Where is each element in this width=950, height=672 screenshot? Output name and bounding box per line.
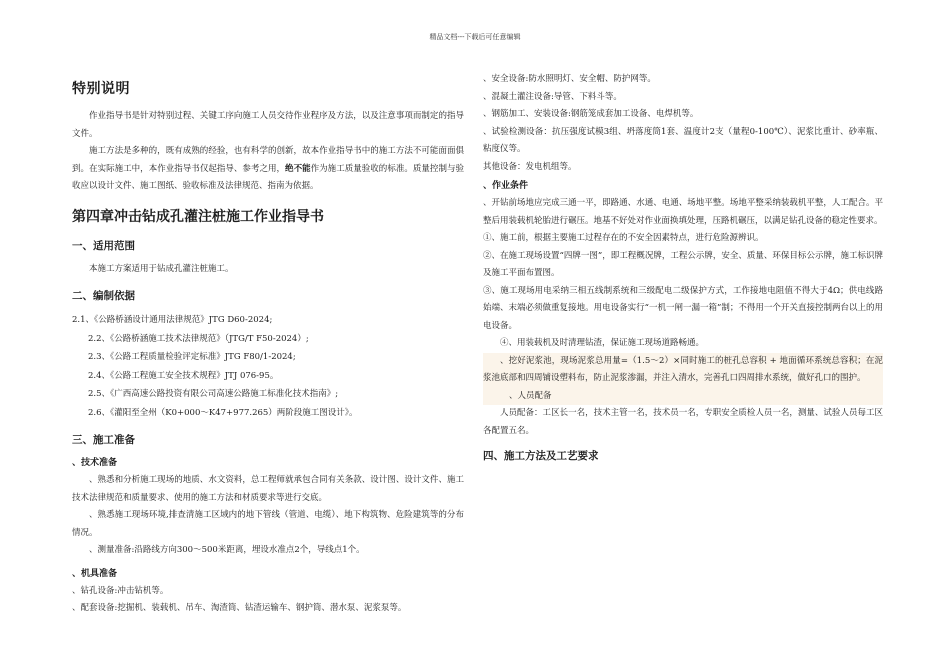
staffing-text: 人员配备：工区长一名，技术主管一名，技术员一名，专职安全质检人员一名，测量、试验人员每工区各配置五名。: [483, 408, 883, 436]
tech-prep-item: 、测量准备:沿路线方向300～500米距离，埋设水准点2个，导线点1个。: [89, 545, 365, 555]
equipment-item: 、安全设备:防水照明灯、安全帽、防护网等。: [483, 74, 656, 84]
highlighted-block: [483, 353, 883, 406]
section-scope-text: 本施工方案适用于钻成孔灌注桩施工。: [89, 263, 234, 274]
work-conditions-title: 、作业条件: [483, 181, 529, 191]
staffing-title: 、人员配备: [509, 390, 552, 401]
tech-prep-title: 、技术准备: [72, 458, 118, 468]
machine-prep-title: 、机具准备: [72, 568, 118, 579]
special-notes-text-a: 施工方法是多种的，既有成熟的经验，也有科学的创新，故本作业指导书中的施工方法不可能面面俱到。在实际施工中，本作业指导书仅起指导、参考之用，: [72, 146, 464, 174]
work-conditions-item: ①、施工前，根据主要施工过程存在的不安全因素特点，进行危险源辨识。: [483, 233, 764, 243]
reference-item: 2.6、《灌阳至全州（K0+000～K47+977.265）两阶段施工图设计》。: [88, 407, 358, 418]
section-methods-title: 四、施工方法及工艺要求: [483, 450, 599, 462]
tech-prep-item: 、熟悉和分析施工现场的地质、水文资料，总工程师就承包合同有关条款、设计图、设计文件、施工技术法律规范和质量要求、使用的施工方法和材质要求等进行交底。: [72, 475, 464, 503]
mud-pit-paragraph: 、挖好泥浆池，现场泥浆总用量=（1.5～2）×同时施工的桩孔总容积 + 地面循环系统总容积；在泥浆池底部和四周铺设塑料布，防止泥浆渗漏，并注入清水，完善孔口四周排水系统，做好孔口的围护。: [483, 355, 883, 383]
special-notes-paragraph-1: 作业指导书是针对特别过程、关键工序向施工人员交待作业程序及方法，以及注意事项而制定的指导文件。: [72, 111, 464, 139]
reference-item: 2.1、《公路桥涵设计通用法律规范》JTG D60-2024;: [72, 315, 273, 325]
equipment-item: 、钢筋加工、安装设备:钢筋笼成套加工设备、电焊机等。: [483, 109, 699, 119]
special-notes-title: 特别说明: [72, 81, 130, 97]
work-conditions-item: ②、在施工现场设置“四牌一图”，即工程概况牌，工程公示牌，安全、质量、环保目标公示牌，施工标识牌及施工平面布置图。: [483, 250, 883, 278]
page-header: 精品文档---下载后可任意编辑: [429, 33, 521, 41]
special-notes-emphasis: 绝不能: [285, 163, 311, 174]
chapter-title: 第四章冲击钻成孔灌注桩施工作业指导书: [72, 208, 324, 225]
work-conditions-paragraph: 、开钻前场地应完成三通一平，即路通、水通、电通、场地平整。场地平整采纳装载机平整，人工配合。平整后用装载机轮胎进行碾压。地基不好处对作业面换填处理，压路机碾压，以满足钻孔设备的稳定性要求。: [483, 198, 883, 226]
section-basis-title: 二、编制依据: [72, 290, 135, 302]
reference-item: 2.3、《公路工程质量检验评定标准》JTG F80/1-2024;: [88, 352, 296, 362]
reference-item: 2.2、《公路桥涵施工技术法律规范》（JTG/T F50-2024）;: [88, 333, 309, 344]
tech-prep-item: 、熟悉施工现场环境,排查清施工区域内的地下管线（管道、电缆）、地下构筑物、危险建筑等的分布情况。: [72, 510, 464, 538]
right-column: [483, 71, 883, 471]
left-column: [72, 78, 464, 618]
section-scope-title: 一、适用范围: [72, 239, 135, 252]
machine-prep-item: 、配套设备:挖掘机、装载机、吊车、淘渣筒、钻渣运输车、钢护筒、潜水泵、泥浆泵等。: [72, 603, 407, 613]
reference-item: 2.4、《公路工程施工安全技术规程》JTJ 076-95。: [88, 370, 279, 381]
equipment-item: 、试验检测设备：抗压强度试模3组、坍落度筒1套、温度计2支（量程0-100℃）、泥浆比重计、砂率瓶、粘度仪等。: [483, 126, 883, 154]
work-conditions-item: ③、施工现场用电采纳三相五线制系统和三级配电二级保护方式，工作接地电阻值不得大于4Ω；供电线路始端、末端必须做重复接地。用电设备实行“一机一闸一漏一箱”制；不得用一个开关直接控制两台以上的用电设备。: [483, 285, 883, 331]
machine-prep-item: 、钻孔设备:冲击钻机等。: [72, 585, 169, 596]
special-notes-text-b: 作为施工质量验收的标准。质量控制与验收应以设计文件、施工图纸、验收标准及法律规范、指南为依据。: [72, 163, 464, 191]
special-notes-paragraph-2: [72, 143, 464, 196]
work-conditions-item: ④、用装载机及时清理钻渣，保证施工现场道路畅通。: [500, 338, 705, 348]
equipment-item: 、混凝土灌注设备:导管、下料斗等。: [483, 91, 622, 102]
section-prep-title: 三、施工准备: [72, 434, 135, 446]
other-equipment: 其他设备：发电机组等。: [483, 161, 577, 172]
reference-item: 2.5、《广西高速公路投资有限公司高速公路施工标准化技术指南》;: [88, 389, 339, 399]
